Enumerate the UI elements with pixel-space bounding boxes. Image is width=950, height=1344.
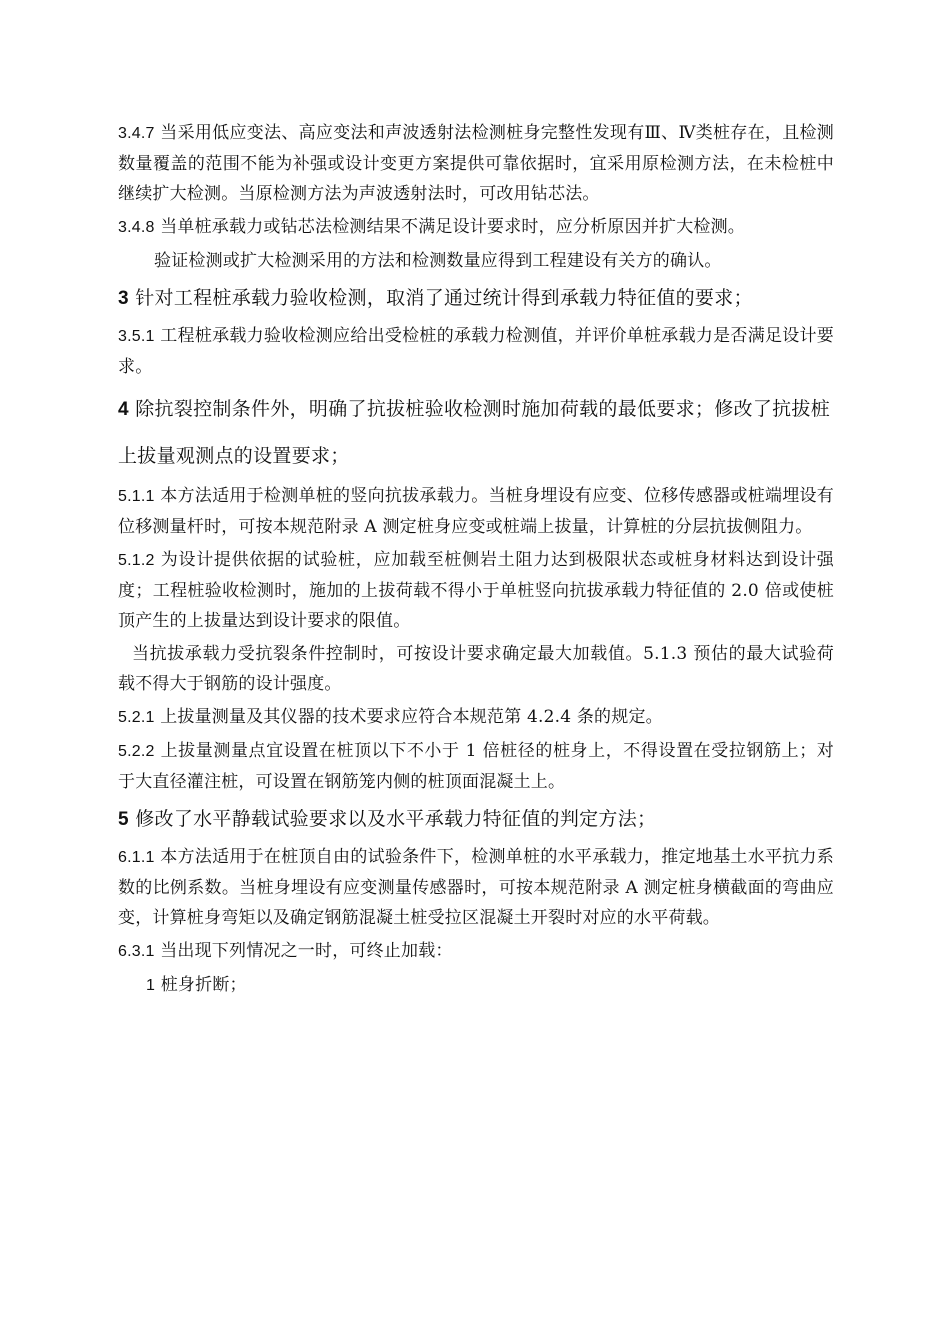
clause-5-1-1 (118, 481, 834, 542)
document-page (118, 118, 834, 1001)
clause-6-3-1 (118, 936, 834, 967)
clause-number: 3.4.8 (118, 219, 155, 236)
clause-text: 本方法适用于检测单桩的竖向抗拔承载力。当桩身埋设有应变、位移传感器或桩端埋设有位移测量杆时，可按本规范附录 A 测定桩身应变或桩端上拔量，计算桩的分层抗拔侧阻力。 (118, 486, 834, 537)
clause-text: 为设计提供依据的试验桩，应加载至桩侧岩土阻力达到极限状态或桩身材料达到设计强度；工程桩验收检测时，施加的上拔荷载不得小于单桩竖向抗拔承载力特征值的 2.0 倍或使桩顶产生的上拔量达到设计要求的限值。 (118, 550, 834, 631)
heading-number: 5 (118, 809, 129, 830)
clause-text: 当采用低应变法、高应变法和声波透射法检测桩身完整性发现有Ⅲ、Ⅳ类桩存在，且检测数量覆盖的范围不能为补强或设计变更方案提供可靠依据时，宜采用原检测方法，在未检桩中继续扩大检测。当原检测方法为声波透射法时，可改用钻芯法。 (118, 123, 834, 204)
clause-number: 5.1.2 (118, 552, 155, 569)
clause-number: 5.1.1 (118, 488, 155, 505)
clause-3-4-7 (118, 118, 834, 209)
heading-number: 4 (118, 399, 129, 420)
clause-number: 6.3.1 (118, 943, 155, 960)
clause-5-2-2 (118, 736, 834, 797)
clause-text: 验证检测或扩大检测采用的方法和检测数量应得到工程建设有关方的确认。 (154, 251, 722, 271)
heading-item-3 (118, 282, 834, 315)
clause-text: 当单桩承载力或钻芯法检测结果不满足设计要求时，应分析原因并扩大检测。 (154, 217, 745, 237)
clause-number: 5.2.1 (118, 709, 155, 726)
heading-item-4 (118, 386, 834, 479)
clause-text: 当抗拔承载力受抗裂条件控制时，可按设计要求确定最大加载值。5.1.3 预估的最大试验荷载不得大于钢筋的设计强度。 (118, 644, 834, 694)
clause-5-1-2-continuation (118, 639, 834, 699)
clause-number: 3.4.7 (118, 125, 155, 142)
clause-number: 5.2.2 (118, 743, 155, 760)
clause-text: 当出现下列情况之一时，可终止加载： (154, 941, 453, 961)
heading-text: 针对工程桩承载力验收检测，取消了通过统计得到承载力特征值的要求； (128, 287, 753, 309)
clause-6-1-1 (118, 842, 834, 933)
list-item-text: 桩身折断； (155, 975, 247, 995)
clause-text: 工程桩承载力验收检测应给出受检桩的承载力检测值，并评价单桩承载力是否满足设计要求。 (118, 326, 834, 377)
heading-text: 修改了水平静载试验要求以及水平承载力特征值的判定方法； (128, 808, 657, 830)
clause-5-2-1 (118, 702, 834, 733)
heading-number: 3 (118, 288, 129, 309)
clause-5-1-2 (118, 545, 834, 636)
heading-text: 除抗裂控制条件外，明确了抗拔桩验收检测时施加荷载的最低要求；修改了抗拔桩上拔量观测点的设置要求； (118, 398, 831, 467)
list-item-number: 1 (146, 977, 156, 994)
clause-text: 本方法适用于在桩顶自由的试验条件下，检测单桩的水平承载力，推定地基土水平抗力系数的比例系数。当桩身埋设有应变测量传感器时，可按本规范附录 A 测定桩身横截面的弯曲应变，计算桩身弯矩以及确定钢筋混凝土桩受拉区混凝土开裂时对应的水平荷载。 (118, 847, 834, 928)
clause-3-4-8 (118, 212, 834, 243)
clause-3-4-8-continuation (118, 246, 834, 276)
clause-text: 上拔量测量及其仪器的技术要求应符合本规范第 4.2.4 条的规定。 (154, 707, 663, 727)
clause-text: 上拔量测量点宜设置在桩顶以下不小于 1 倍桩径的桩身上，不得设置在受拉钢筋上；对于大直径灌注桩，可设置在钢筋笼内侧的桩顶面混凝土上。 (118, 741, 834, 792)
heading-item-5 (118, 803, 834, 836)
clause-number: 3.5.1 (118, 328, 155, 345)
clause-number: 6.1.1 (118, 849, 155, 866)
clause-3-5-1 (118, 321, 834, 382)
list-item-1 (118, 970, 834, 1001)
